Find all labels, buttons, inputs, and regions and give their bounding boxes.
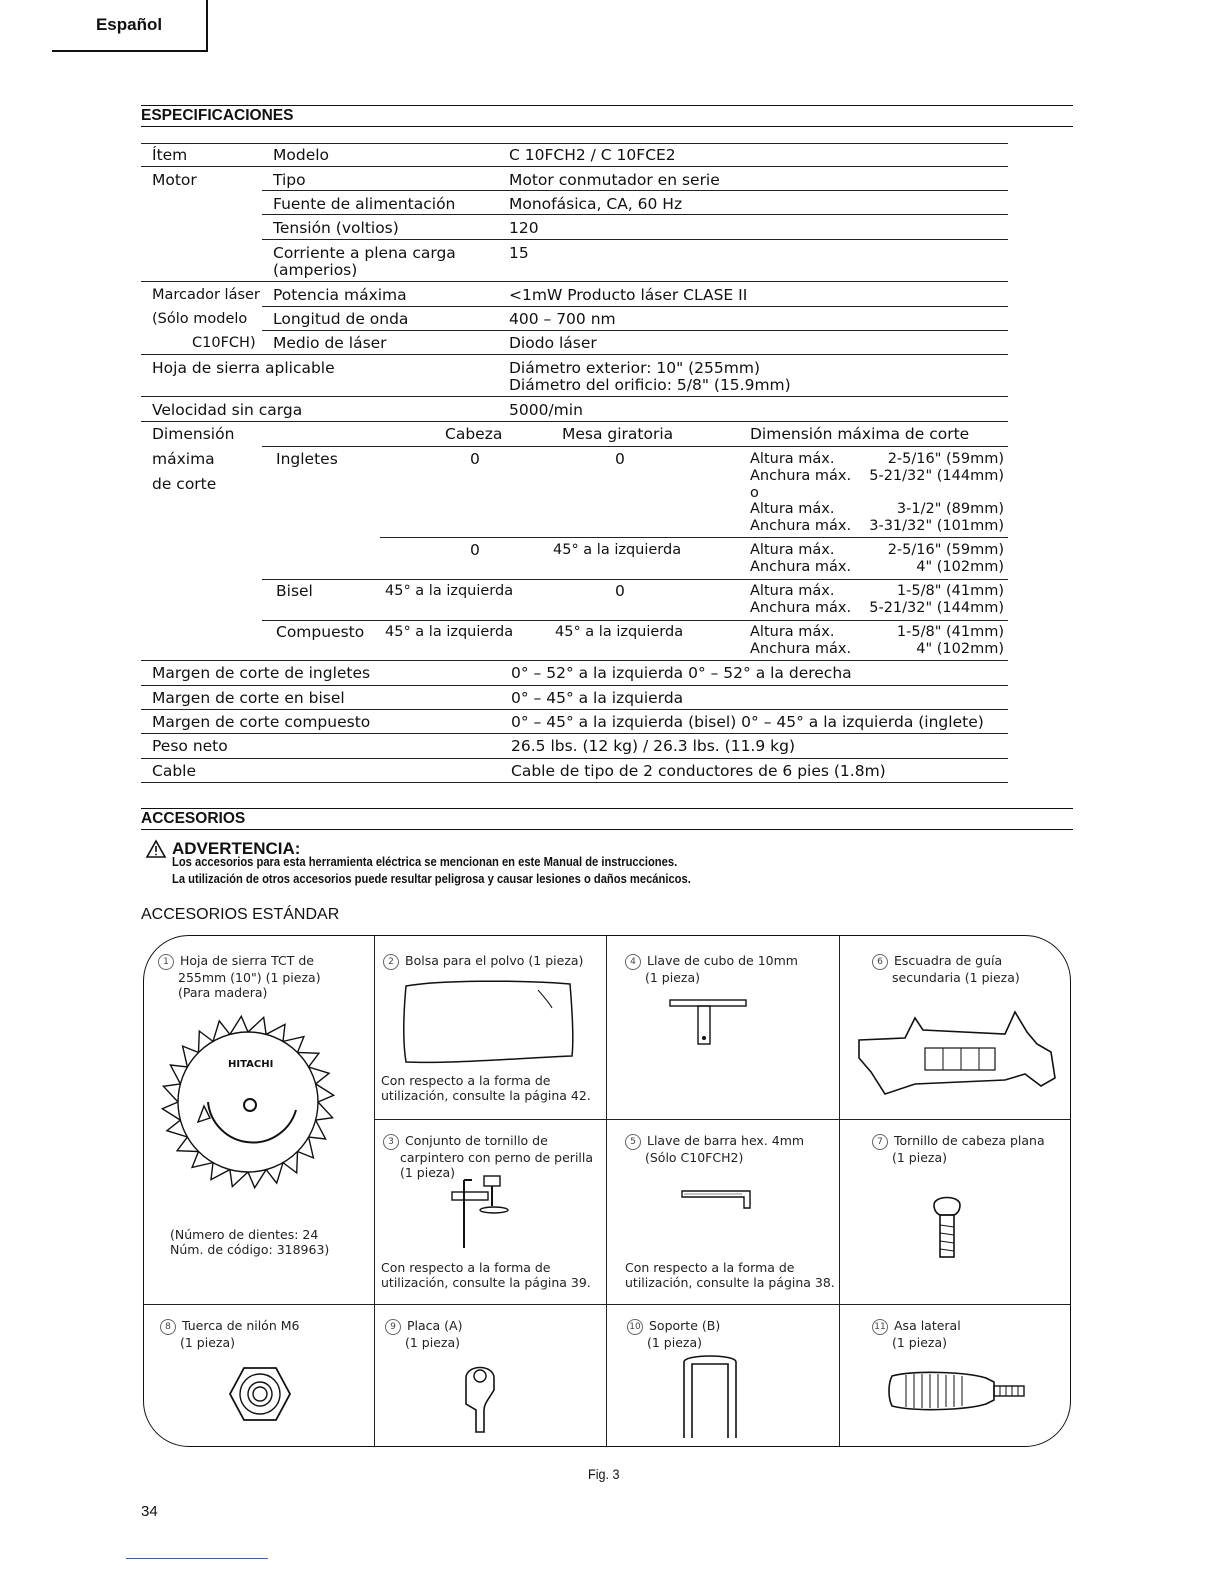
bottom-row-label: Cable — [152, 762, 197, 780]
laser-label: Marcador láser — [152, 287, 260, 303]
motor-row-label: Fuente de alimentación — [273, 195, 456, 213]
miter45-head: 0 — [470, 541, 480, 559]
bottom-row-label: Margen de corte de ingletes — [152, 664, 371, 682]
bottom-row-value: Cable de tipo de 2 conductores de 6 pies (1.8m) — [511, 762, 886, 780]
item-label: Ítem — [152, 146, 188, 164]
compound-table: 45° a la izquierda — [555, 624, 684, 640]
bottom-row-label: Peso neto — [152, 737, 228, 755]
dim-row: Anchura máx. 5-21/32" (144mm) — [750, 600, 1004, 616]
bevel-head: 45° a la izquierda — [385, 583, 514, 599]
miter45-table: 45° a la izquierda — [553, 542, 682, 558]
motor-row-label-cont: (amperios) — [273, 261, 358, 279]
motor-row-label: Tensión (voltios) — [273, 219, 399, 237]
warning-title: ADVERTENCIA: — [172, 839, 301, 858]
laser-row-value: 400 – 700 nm — [509, 310, 616, 328]
laser-row-label: Potencia máxima — [273, 286, 407, 304]
dim-label: Dimensión — [152, 425, 235, 443]
dust-bag-icon — [400, 978, 575, 1066]
laser-row-value: Diodo láser — [509, 334, 597, 352]
sub-fence-icon — [855, 1008, 1060, 1098]
accessories-section-title: ACCESORIOS — [141, 808, 1073, 830]
accessory-item-6: 6 Escuadra de guía secundaria (1 pieza) — [872, 953, 1020, 985]
dim-row: o — [750, 485, 759, 501]
warning-line: Los accesorios para esta herramienta eléctrica se mencionan en este Manual de instrucciones. — [172, 854, 678, 869]
bottom-row-label: Margen de corte en bisel — [152, 689, 345, 707]
figure-caption: Fig. 3 — [588, 1466, 620, 1482]
footer-rule — [126, 1558, 268, 1559]
plate-icon — [462, 1360, 502, 1436]
laser-label: C10FCH) — [192, 335, 256, 351]
accessory-item-4: 4 Llave de cubo de 10mm (1 pieza) — [625, 953, 798, 985]
motor-label: Motor — [152, 171, 197, 189]
motor-row-value: 15 — [509, 244, 529, 262]
blade-value: Diámetro exterior: 10" (255mm) — [509, 359, 761, 377]
bottom-row-value: 0° – 45° a la izquierda (bisel) 0° – 45° a la izquierda (inglete) — [511, 713, 984, 731]
accessory-item-2: 2 Bolsa para el polvo (1 pieza) — [383, 953, 583, 970]
laser-row-value: <1mW Producto láser CLASE II — [509, 286, 748, 304]
hex-key-icon — [680, 1188, 758, 1212]
compound-label: Compuesto — [276, 623, 365, 641]
accessory-item-5-note: Con respecto a la forma de utilización, consulte la página 38. — [625, 1260, 835, 1290]
nylon-nut-icon — [228, 1364, 292, 1424]
dim-row: Altura máx. 2-5/16" (59mm) — [750, 451, 1004, 467]
clamp-icon — [448, 1172, 518, 1252]
warning-line: La utilización de otros accesorios puede resultar peligrosa y causar lesiones o daños mecánicos. — [172, 871, 691, 886]
miter-head: 0 — [470, 450, 480, 468]
dim-label: de corte — [152, 475, 217, 493]
accessory-item-5: 5 Llave de barra hex. 4mm (Sólo C10FCH2) — [625, 1133, 804, 1165]
accessory-item-11: 11 Asa lateral (1 pieza) — [872, 1318, 961, 1350]
svg-text:HITACHI: HITACHI — [228, 1059, 274, 1070]
dim-header-max: Dimensión máxima de corte — [750, 425, 970, 443]
motor-row-value: 120 — [509, 219, 539, 237]
compound-head: 45° a la izquierda — [385, 624, 514, 640]
model-value: C 10FCH2 / C 10FCE2 — [509, 146, 676, 164]
holder-icon — [680, 1352, 740, 1440]
motor-row-label: Tipo — [273, 171, 306, 189]
motor-row-label: Corriente a plena carga — [273, 244, 456, 262]
specs-section-title: ESPECIFICACIONES — [141, 105, 1073, 127]
speed-value: 5000/min — [509, 401, 583, 419]
bevel-table: 0 — [615, 582, 625, 600]
language-tab: Español — [52, 0, 208, 52]
side-handle-icon — [886, 1370, 1028, 1412]
accessory-item-7: 7 Tornillo de cabeza plana (1 pieza) — [872, 1133, 1045, 1165]
dim-row: Altura máx. 3-1/2" (89mm) — [750, 501, 1004, 517]
accessory-item-10: 10 Soporte (B) (1 pieza) — [627, 1318, 720, 1350]
miter-label: Ingletes — [276, 450, 338, 468]
dim-header-table: Mesa giratoria — [562, 425, 674, 443]
accessory-item-1-details: (Número de dientes: 24 Núm. de código: 318963) — [170, 1227, 330, 1257]
dim-label: máxima — [152, 450, 215, 468]
motor-row-value: Motor conmutador en serie — [509, 171, 720, 189]
flat-screw-icon — [930, 1195, 966, 1261]
socket-wrench-icon — [668, 996, 748, 1048]
accessory-item-9: 9 Placa (A) (1 pieza) — [385, 1318, 462, 1350]
dim-row: Altura máx. 2-5/16" (59mm) — [750, 542, 1004, 558]
standard-accessories-title: ACCESORIOS ESTÁNDAR — [141, 906, 340, 923]
laser-row-label: Longitud de onda — [273, 310, 409, 328]
dim-header-head: Cabeza — [445, 425, 503, 443]
bottom-row-value: 0° – 52° a la izquierda 0° – 52° a la derecha — [511, 664, 852, 682]
bevel-label: Bisel — [276, 582, 313, 600]
model-label: Modelo — [273, 146, 330, 164]
motor-row-value: Monofásica, CA, 60 Hz — [509, 195, 683, 213]
blade-value: Diámetro del orificio: 5/8" (15.9mm) — [509, 376, 791, 394]
dim-row: Anchura máx. 4" (102mm) — [750, 559, 1004, 575]
laser-label: (Sólo modelo — [152, 311, 248, 327]
dim-row: Altura máx. 1-5/8" (41mm) — [750, 583, 1004, 599]
saw-blade-icon — [158, 1010, 338, 1195]
page-number: 34 — [141, 1503, 158, 1520]
dim-row: Anchura máx. 5-21/32" (144mm) — [750, 468, 1004, 484]
accessory-item-3-note: Con respecto a la forma de utilización, consulte la página 39. — [381, 1260, 591, 1290]
bottom-row-value: 26.5 lbs. (12 kg) / 26.3 lbs. (11.9 kg) — [511, 737, 796, 755]
accessory-item-1: 1 Hoja de sierra TCT de 255mm (10") (1 pieza) (Para madera) — [158, 953, 321, 1000]
dim-row: Anchura máx. 3-31/32" (101mm) — [750, 518, 1004, 534]
accessory-item-3: 3 Conjunto de tornillo de carpintero con perno de perilla (1 pieza) — [383, 1133, 593, 1180]
miter-table: 0 — [615, 450, 625, 468]
dim-row: Altura máx. 1-5/8" (41mm) — [750, 624, 1004, 640]
warning-icon — [146, 840, 166, 858]
bottom-row-value: 0° – 45° a la izquierda — [511, 689, 684, 707]
dim-row: Anchura máx. 4" (102mm) — [750, 641, 1004, 657]
laser-row-label: Medio de láser — [273, 334, 387, 352]
accessory-item-2-note: Con respecto a la forma de utilización, consulte la página 42. — [381, 1073, 591, 1103]
blade-label: Hoja de sierra aplicable — [152, 359, 335, 377]
bottom-row-label: Margen de corte compuesto — [152, 713, 371, 731]
speed-label: Velocidad sin carga — [152, 401, 303, 419]
accessory-item-8: 8 Tuerca de nilón M6 (1 pieza) — [160, 1318, 299, 1350]
